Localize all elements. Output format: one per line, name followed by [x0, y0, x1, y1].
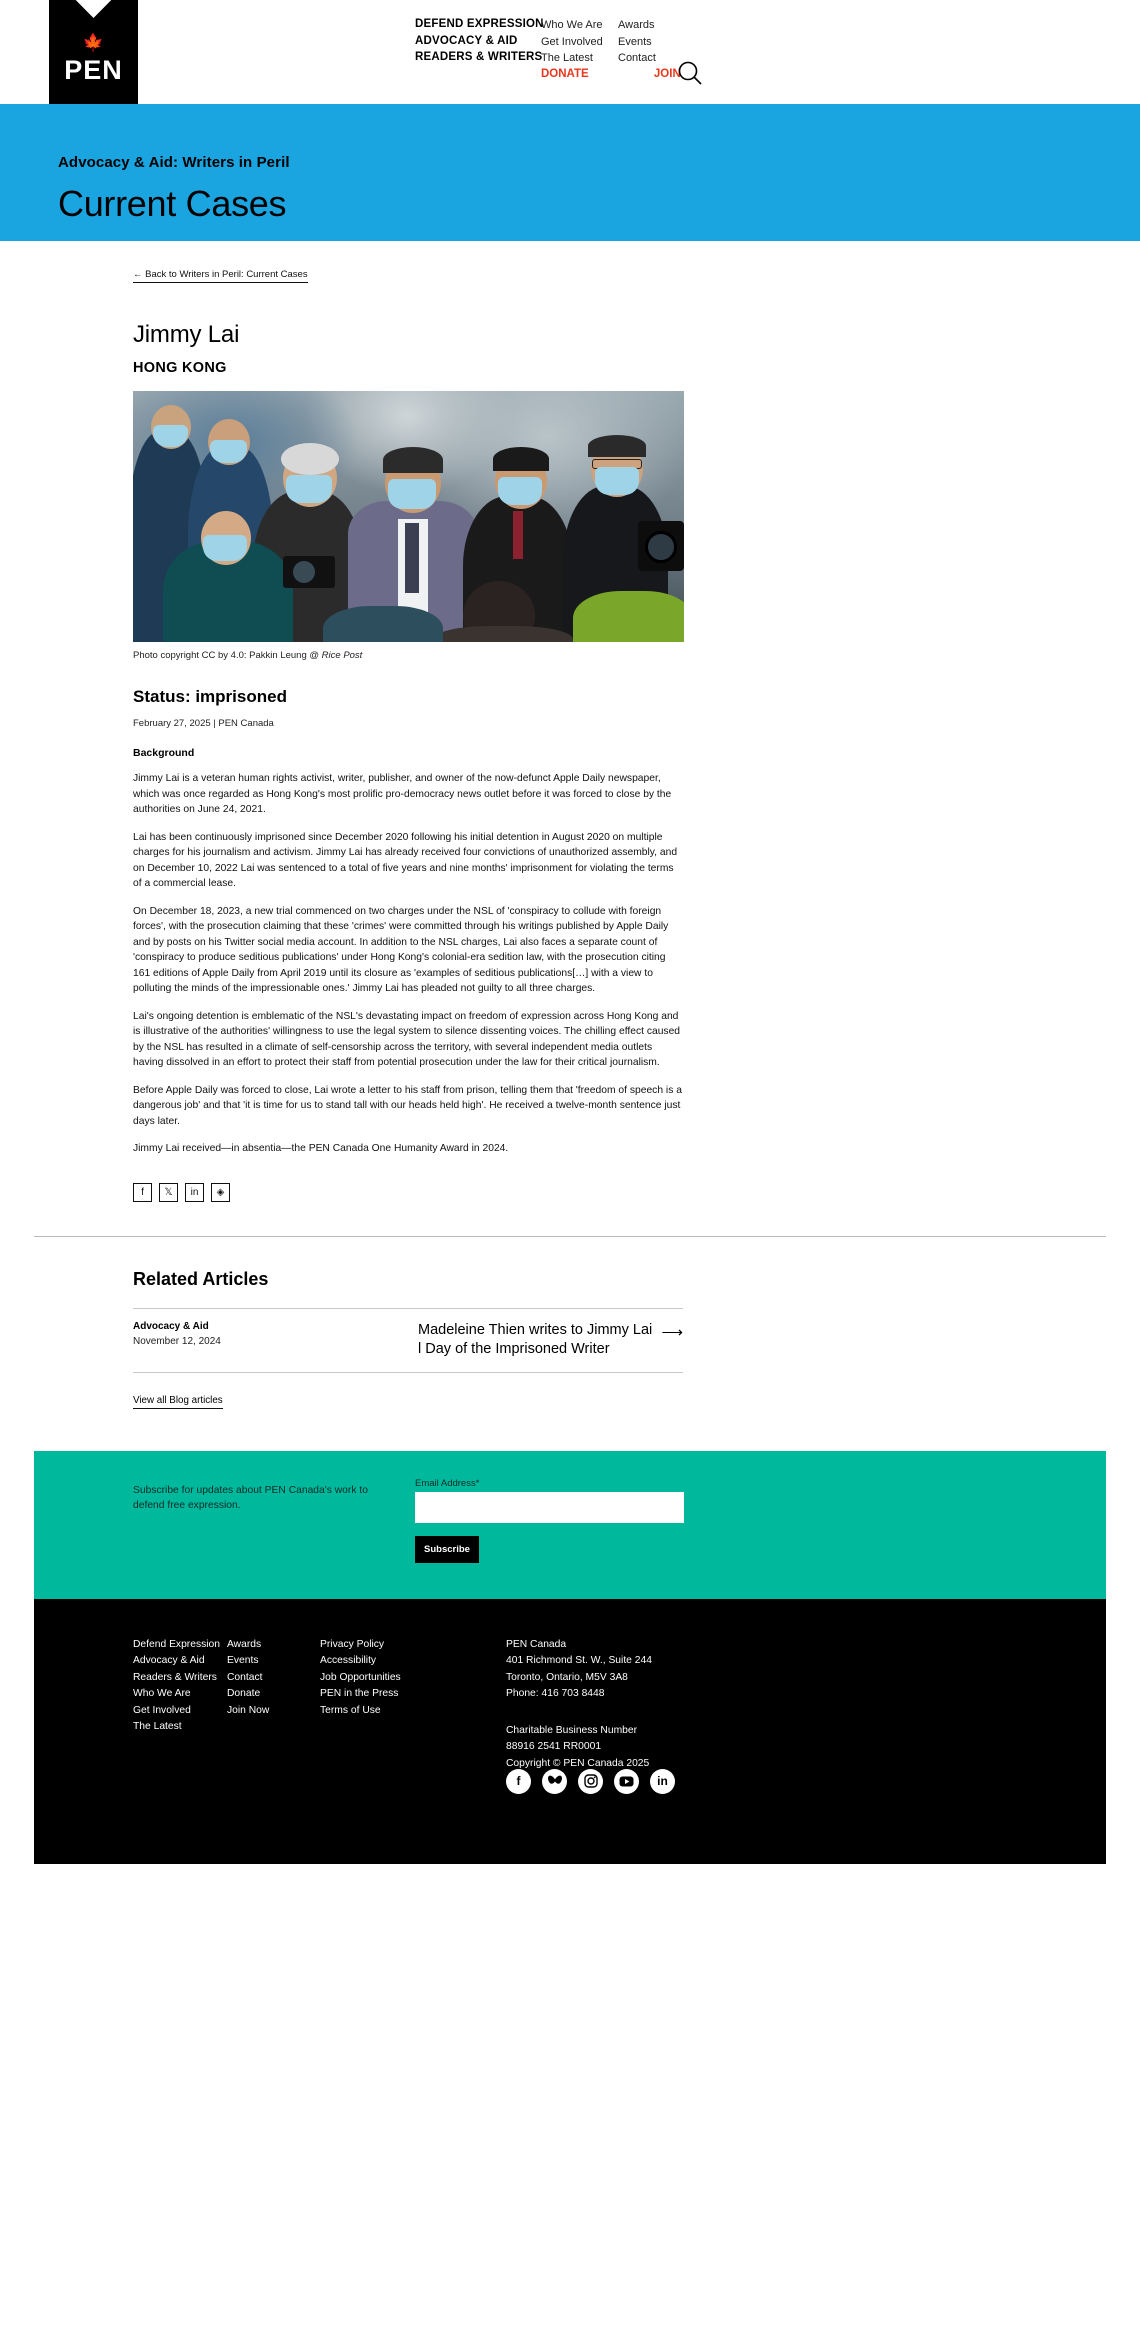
nav-item-events[interactable]: Events — [618, 35, 652, 48]
article-paragraph: On December 18, 2023, a new trial commenced on two charges under the NSL of 'conspiracy to collude with foreign forces', with the prosecution claiming that these 'crimes' were committed through his writings published by Apple Daily and by posts on his Twitter social media account. In addition to the NSL charges, Lai also faces a separate count of 'conspiracy to produce seditious publications' under Hong Kong's colonial-era sedition law, with the prosecution citing 161 editions of Apple Daily from April 2019 until its closure as 'examples of seditious publications[…] with a view to polluting the minds of the impressionable ones.' Jimmy Lai has pleaded not guilty to all three charges. — [133, 905, 669, 994]
footer-link-readers-writers[interactable]: Readers & Writers — [133, 1671, 217, 1683]
footer-link-events[interactable]: Events — [227, 1655, 259, 1666]
nav-item-defend-expression[interactable]: DEFEND EXPRESSION — [415, 18, 544, 30]
nav-item-readers-writers[interactable]: READERS & WRITERS — [415, 51, 543, 63]
bluesky-icon[interactable] — [542, 1769, 567, 1794]
article-paragraph: Jimmy Lai received—in absentia—the PEN Canada One Humanity Award in 2024. — [133, 1143, 509, 1154]
footer-link-awards[interactable]: Awards — [227, 1638, 262, 1650]
footer-link-advocacy-aid[interactable]: Advocacy & Aid — [133, 1655, 205, 1666]
section-label-background: Background — [133, 747, 195, 759]
footer-charity-number: 88916 2541 RR0001 — [506, 1741, 602, 1752]
footer-link-who-we-are[interactable]: Who We Are — [133, 1688, 191, 1699]
footer-link-terms-of-use[interactable]: Terms of Use — [320, 1704, 381, 1716]
related-item[interactable] — [133, 1308, 683, 1373]
footer-link-accessibility[interactable]: Accessibility — [320, 1655, 377, 1666]
footer-link-donate[interactable]: Donate — [227, 1688, 261, 1699]
footer-address-line1: 401 Richmond St. W., Suite 244 — [506, 1655, 652, 1666]
nav-item-who-we-are[interactable]: Who We Are — [541, 19, 603, 31]
related-item-meta — [133, 1321, 418, 1347]
article-meta: February 27, 2025 | PEN Canada — [133, 718, 274, 729]
footer-link-get-involved[interactable]: Get Involved — [133, 1704, 191, 1716]
search-icon[interactable] — [677, 60, 703, 86]
footer-link-pen-in-the-press[interactable]: PEN in the Press — [320, 1688, 399, 1699]
page-banner — [0, 104, 1140, 241]
logo-text: PEN — [64, 55, 123, 85]
share-bar — [133, 1183, 684, 1202]
arrow-right-icon: ⟶ — [661, 1323, 683, 1341]
photo-caption-source: Rice Post — [321, 650, 363, 661]
subscribe-button[interactable]: Subscribe — [415, 1536, 479, 1563]
footer-link-join-now[interactable]: Join Now — [227, 1704, 270, 1716]
footer-link-the-latest[interactable]: The Latest — [133, 1721, 182, 1732]
case-article — [133, 283, 684, 1202]
site-header — [0, 0, 1140, 104]
footer-org-name: PEN Canada — [506, 1638, 567, 1650]
email-icon[interactable]: ◈ — [211, 1183, 230, 1202]
email-field[interactable] — [415, 1492, 684, 1523]
view-all-blog-link[interactable]: View all Blog articles — [133, 1395, 223, 1409]
article-paragraph: Jimmy Lai is a veteran human rights activist, writer, publisher, and owner of the now-defunct Apple Daily newspaper, which was once regarded as Hong Kong's most prolific pro-democracy news outlet before it was forced to close by the authorities on June 24, 2021. — [133, 773, 672, 815]
photo-caption — [133, 650, 684, 661]
article-paragraph: Lai's ongoing detention is emblematic of the NSL's devastating impact on freedom of expression across Hong Kong and is illustrative of the authorities' willingness to use the legal system to silence dissenting voices. The chilling effect caused by the NSL has resulted in a climate of self-censorship across the territory, with several independent media outlets having dissolved in an effort to protect their staff from potential prosecution under the law for their critical journalism. — [133, 1010, 681, 1068]
site-footer — [34, 1599, 1106, 1864]
status-badge: Status: imprisoned — [133, 687, 287, 706]
footer-link-defend-expression[interactable]: Defend Expression — [133, 1638, 221, 1650]
facebook-icon[interactable]: f — [506, 1769, 531, 1794]
related-item-date: November 12, 2024 — [133, 1335, 221, 1347]
subscribe-section — [34, 1451, 1106, 1599]
email-field-label: Email Address* — [415, 1477, 480, 1489]
facebook-icon[interactable]: f — [133, 1183, 152, 1202]
footer-link-contact[interactable]: Contact — [227, 1671, 263, 1683]
back-link[interactable]: ← Back to Writers in Peril: Current Cases — [133, 269, 308, 283]
nav-item-contact[interactable]: Contact — [618, 52, 656, 64]
logo-notch — [49, 0, 138, 18]
related-item-title: Madeleine Thien writes to Jimmy Lai l Day of the Imprisoned Writer — [418, 1321, 653, 1357]
nav-cta-group — [541, 68, 681, 80]
footer-link-job-opportunities[interactable]: Job Opportunities — [320, 1671, 401, 1683]
linkedin-icon[interactable]: in — [185, 1183, 204, 1202]
nav-primary — [415, 16, 544, 66]
donate-button[interactable]: DONATE — [541, 68, 589, 80]
banner-kicker: Advocacy & Aid: Writers in Peril — [58, 154, 290, 171]
footer-phone: Phone: 416 703 8448 — [506, 1688, 605, 1699]
join-button[interactable]: JOIN — [653, 68, 681, 80]
related-heading: Related Articles — [133, 1268, 269, 1289]
footer-address — [506, 1637, 652, 1773]
maple-leaf-icon: 🍁 — [82, 33, 105, 52]
nav-item-the-latest[interactable]: The Latest — [541, 52, 593, 64]
footer-address-line2: Toronto, Ontario, M5V 3A8 — [506, 1671, 628, 1683]
case-name: Jimmy Lai — [133, 321, 240, 348]
nav-item-get-involved[interactable]: Get Involved — [541, 35, 603, 48]
footer-link-privacy-policy[interactable]: Privacy Policy — [320, 1638, 385, 1650]
nav-item-awards[interactable]: Awards — [618, 19, 655, 31]
nav-item-advocacy-aid[interactable]: ADVOCACY & AID — [415, 34, 518, 47]
related-articles — [133, 1237, 683, 1409]
photo-crowd — [133, 391, 684, 642]
related-item-category: Advocacy & Aid — [133, 1320, 209, 1332]
article-paragraph: Before Apple Daily was forced to close, Lai wrote a letter to his staff from prison, telling them that 'freedom of speech is a dangerous job' and that 'it is time for us to stand tall with our heads held high'. He received a twelve-month sentence just days later. — [133, 1084, 682, 1127]
footer-charity-label: Charitable Business Number — [506, 1724, 638, 1736]
photo-caption-text: Photo copyright CC by 4.0: Pakkin Leung @ — [133, 650, 322, 661]
footer-column-legal — [320, 1637, 401, 1720]
footer-social — [506, 1769, 675, 1794]
nav-secondary — [541, 17, 603, 67]
nav-tertiary — [618, 17, 656, 67]
pen-logo[interactable] — [49, 0, 138, 104]
backlink-wrap — [0, 241, 1140, 283]
case-photo — [133, 391, 684, 642]
youtube-icon[interactable] — [614, 1769, 639, 1794]
article-paragraph: Lai has been continuously imprisoned since December 2020 following his initial detention in August 2020 on multiple charges for his journalism and activism. Jimmy Lai has already received four convictions of unauthorized assembly, and on December 10, 2022 Lai was sentenced to a total of five years and nine months' imprisonment for violating the terms of a commercial lease. — [133, 831, 678, 889]
footer-column-main — [133, 1637, 220, 1736]
footer-copyright: Copyright © PEN Canada 2025 — [506, 1757, 650, 1769]
footer-column-secondary — [227, 1637, 269, 1720]
x-icon[interactable]: 𝕏 — [159, 1183, 178, 1202]
subscribe-text: Subscribe for updates about PEN Canada's work to defend free expression. — [133, 1484, 368, 1511]
instagram-icon[interactable] — [578, 1769, 603, 1794]
page-title: Current Cases — [58, 183, 287, 224]
case-country: HONG KONG — [133, 360, 227, 376]
linkedin-icon[interactable]: in — [650, 1769, 675, 1794]
